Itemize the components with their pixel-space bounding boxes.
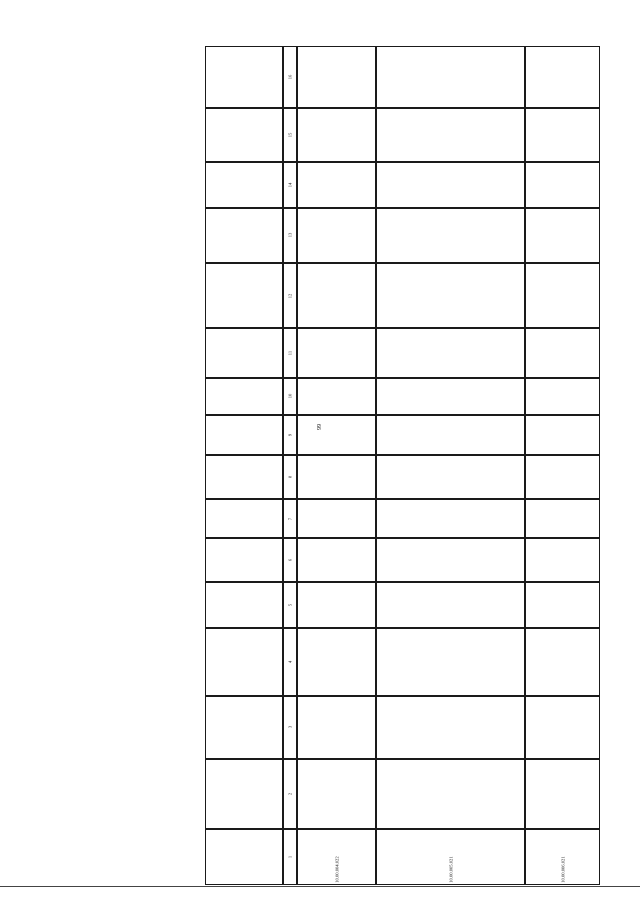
column-number-1 (283, 829, 297, 885)
table-row-1-col-1 (297, 829, 376, 885)
column-number-6-text: 6 (287, 558, 293, 562)
column-number-4-text: 4 (287, 660, 293, 664)
column-number-3-text: 3 (287, 726, 293, 729)
table-row-2-col-9 (376, 415, 525, 455)
column-number-13-text: 13 (287, 233, 293, 238)
table-row-2-col-14 (376, 162, 525, 208)
bottom-rule (0, 886, 640, 887)
table-row-2-col-13 (376, 208, 525, 264)
table-row-2-col-10 (376, 378, 525, 415)
header-cell-14 (205, 162, 283, 208)
table-row-2-col-6 (376, 538, 525, 583)
table-row-1-col-8 (297, 455, 376, 500)
table-row-3-col-7 (525, 499, 600, 537)
table-row-1-col-3 (297, 696, 376, 759)
table-row-2-col-5 (376, 582, 525, 628)
header-cell-6 (205, 538, 283, 583)
column-number-8 (283, 455, 297, 500)
table-row-2-col-3 (376, 696, 525, 759)
header-cell-8 (205, 455, 283, 500)
table-row-2-col-15 (376, 108, 525, 162)
column-number-1-text: 1 (287, 856, 293, 859)
table-row-2-col-8 (376, 455, 525, 500)
header-cell-7 (205, 499, 283, 537)
header-cell-10 (205, 378, 283, 415)
table-row-3-col-4 (525, 628, 600, 696)
table-row-3-col-10 (525, 378, 600, 415)
table-row-1-col-14 (297, 162, 376, 208)
column-number-4 (283, 628, 297, 696)
table-row-2-col-4 (376, 628, 525, 696)
column-number-11 (283, 328, 297, 378)
header-cell-11 (205, 328, 283, 378)
column-number-16-text: 16 (287, 74, 293, 80)
column-number-16 (283, 46, 297, 108)
table-row-3-col-1-text: 10.00.006.021 (559, 856, 565, 883)
table-row-1-col-16 (297, 46, 376, 108)
header-cell-9 (205, 415, 283, 455)
table-row-2-col-11 (376, 328, 525, 378)
column-number-11-text: 11 (287, 350, 293, 355)
table-row-3-col-15 (525, 108, 600, 162)
table-row-1-col-2 (297, 759, 376, 829)
table-row-1-col-1-text: 10.00.004.022 (333, 856, 339, 883)
header-cell-13 (205, 208, 283, 264)
column-number-14-text: 14 (287, 182, 293, 188)
column-number-12 (283, 263, 297, 328)
page-number: 99 (317, 424, 323, 430)
table-row-1-col-12 (297, 263, 376, 328)
table-row-3-col-1 (525, 829, 600, 885)
column-number-7-text: 7 (287, 517, 293, 520)
table-row-3-col-3 (525, 696, 600, 759)
column-number-5-text: 5 (287, 604, 293, 607)
header-cell-16 (205, 46, 283, 108)
column-number-9 (283, 415, 297, 455)
table-row-3-col-11 (525, 328, 600, 378)
table-row-3-col-14 (525, 162, 600, 208)
column-number-14 (283, 162, 297, 208)
header-cell-2 (205, 759, 283, 829)
table-row-1-col-5 (297, 582, 376, 628)
table-row-2-col-16 (376, 46, 525, 108)
column-number-7 (283, 499, 297, 537)
table-row-3-col-9 (525, 415, 600, 455)
table-row-3-col-6 (525, 538, 600, 583)
column-number-10-text: 10 (287, 393, 293, 399)
column-number-12-text: 12 (287, 293, 293, 298)
header-cell-12 (205, 263, 283, 328)
header-cell-3 (205, 696, 283, 759)
table-row-1-col-13 (297, 208, 376, 264)
table-row-3-col-13 (525, 208, 600, 264)
table-row-3-col-12 (525, 263, 600, 328)
column-number-5 (283, 582, 297, 628)
table-row-3-col-8 (525, 455, 600, 500)
table-row-1-col-6 (297, 538, 376, 583)
column-number-13 (283, 208, 297, 264)
column-number-10 (283, 378, 297, 415)
table-row-1-col-10 (297, 378, 376, 415)
column-number-2 (283, 759, 297, 829)
table-row-2-col-1 (376, 829, 525, 885)
table-row-2-col-12 (376, 263, 525, 328)
column-number-15 (283, 108, 297, 162)
table-row-2-col-1-text: 10.00.005.021 (447, 856, 453, 883)
table-row-1-col-7 (297, 499, 376, 537)
table-row-3-col-16 (525, 46, 600, 108)
column-number-2-text: 2 (287, 793, 293, 796)
column-number-15-text: 15 (287, 132, 293, 138)
table-row-1-col-11 (297, 328, 376, 378)
table-row-2-col-7 (376, 499, 525, 537)
column-number-8-text: 8 (287, 475, 293, 479)
table-row-1-col-9 (297, 415, 376, 455)
header-cell-4 (205, 628, 283, 696)
header-cell-1 (205, 829, 283, 885)
column-number-6 (283, 538, 297, 583)
table-row-3-col-5 (525, 582, 600, 628)
table-row-1-col-4 (297, 628, 376, 696)
column-number-3 (283, 696, 297, 759)
table-row-1-col-15 (297, 108, 376, 162)
column-number-9-text: 9 (287, 433, 293, 436)
table-row-2-col-2 (376, 759, 525, 829)
header-cell-15 (205, 108, 283, 162)
table-row-3-col-2 (525, 759, 600, 829)
header-cell-5 (205, 582, 283, 628)
